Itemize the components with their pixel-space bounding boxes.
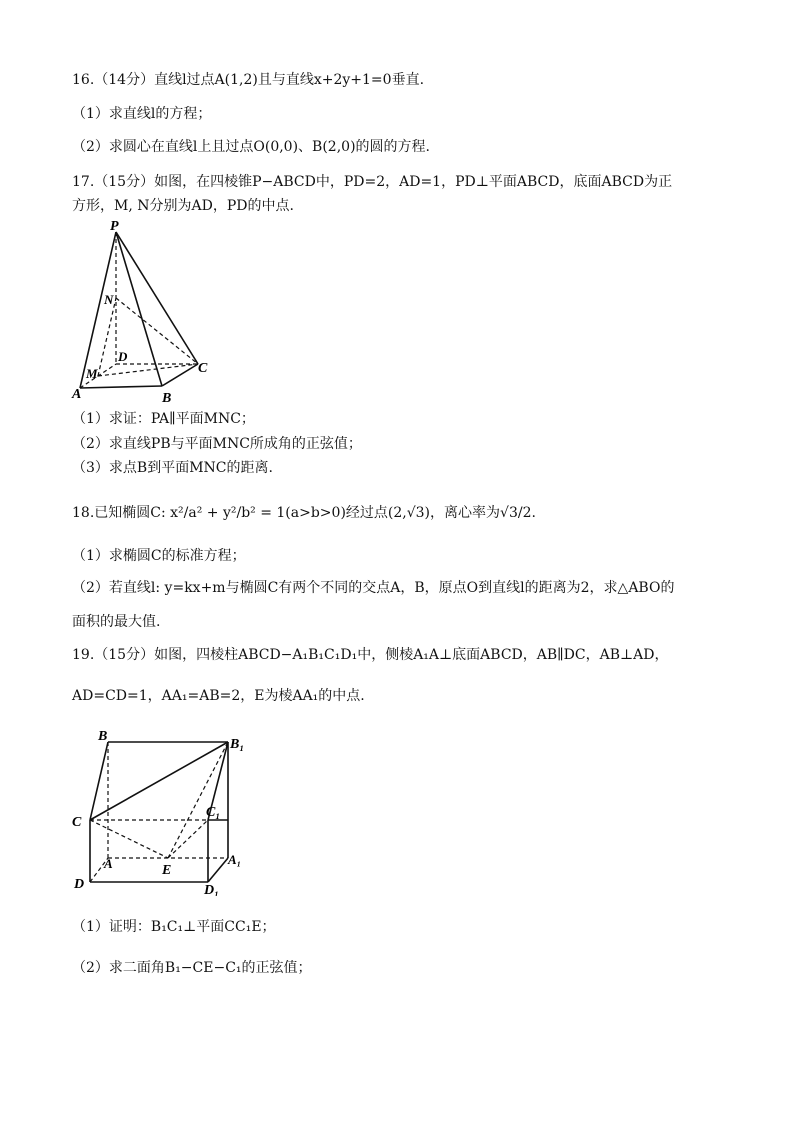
pyramid-figure [70, 218, 220, 406]
q19-part1: （1）证明：B₁C₁⊥平面CC₁E； [72, 919, 276, 935]
label-C1: C₁ [206, 805, 221, 820]
q17-part2: （2）求直线PB与平面MNC所成角的正弦值； [72, 436, 362, 452]
label-C: C [198, 361, 208, 376]
label-M: M [86, 366, 98, 381]
q18-part2: （2）若直线l: y=kx+m与椭圆C有两个不同的交点A，B，原点O到直线l的距离为2，求△ABO的 [72, 580, 675, 596]
q16-part1: （1）求直线l的方程； [72, 106, 212, 122]
label-E: E [162, 863, 172, 878]
prism-figure [70, 724, 260, 896]
q16-title: 16.（14分）直线l过点A(1,2)且与直线x+2y+1=0垂直. [72, 72, 425, 88]
q16-part2: （2）求圆心在直线l上且过点O(0,0)、B(2,0)的圆的方程. [72, 139, 430, 155]
q17-part3: （3）求点B到平面MNC的距离. [72, 460, 273, 476]
q18-part2-cont: 面积的最大值. [72, 614, 161, 630]
q19-part2: （2）求二面角B₁−CE−C₁的正弦值； [72, 960, 312, 976]
q17-part1: （1）求证：PA∥平面MNC； [72, 411, 255, 427]
label-N: N [104, 292, 114, 307]
label-A: A [72, 387, 82, 402]
label-D: D [118, 349, 128, 364]
label-D: D [74, 877, 85, 892]
label-C: C [72, 815, 82, 830]
label-B: B [98, 729, 108, 744]
q17-title: 17.（15分）如图，在四棱锥P−ABCD中，PD=2，AD=1，PD⊥平面ABCD，底面ABCD为正 [72, 174, 673, 190]
label-B: B [162, 391, 172, 406]
label-B1: B₁ [230, 737, 245, 752]
label-A1: A₁ [228, 852, 242, 867]
label-D1: D₁ [204, 883, 219, 896]
label-A: A [104, 856, 113, 871]
q18-part1: （1）求椭圆C的标准方程； [72, 548, 246, 564]
q17-title-cont: 方形，M, N分别为AD，PD的中点. [72, 198, 294, 214]
label-P: P [110, 219, 119, 234]
q19-title-cont: AD=CD=1，AA₁=AB=2，E为棱AA₁的中点. [72, 688, 365, 704]
q19-title: 19.（15分）如图，四棱柱ABCD−A₁B₁C₁D₁中，侧棱A₁A⊥底面ABCD，AB∥DC，AB⊥AD， [72, 647, 669, 663]
q18-title: 18.已知椭圆C: x²/a² + y²/b² = 1(a>b>0)经过点(2,√3)，离心率为√3/2. [72, 505, 536, 521]
